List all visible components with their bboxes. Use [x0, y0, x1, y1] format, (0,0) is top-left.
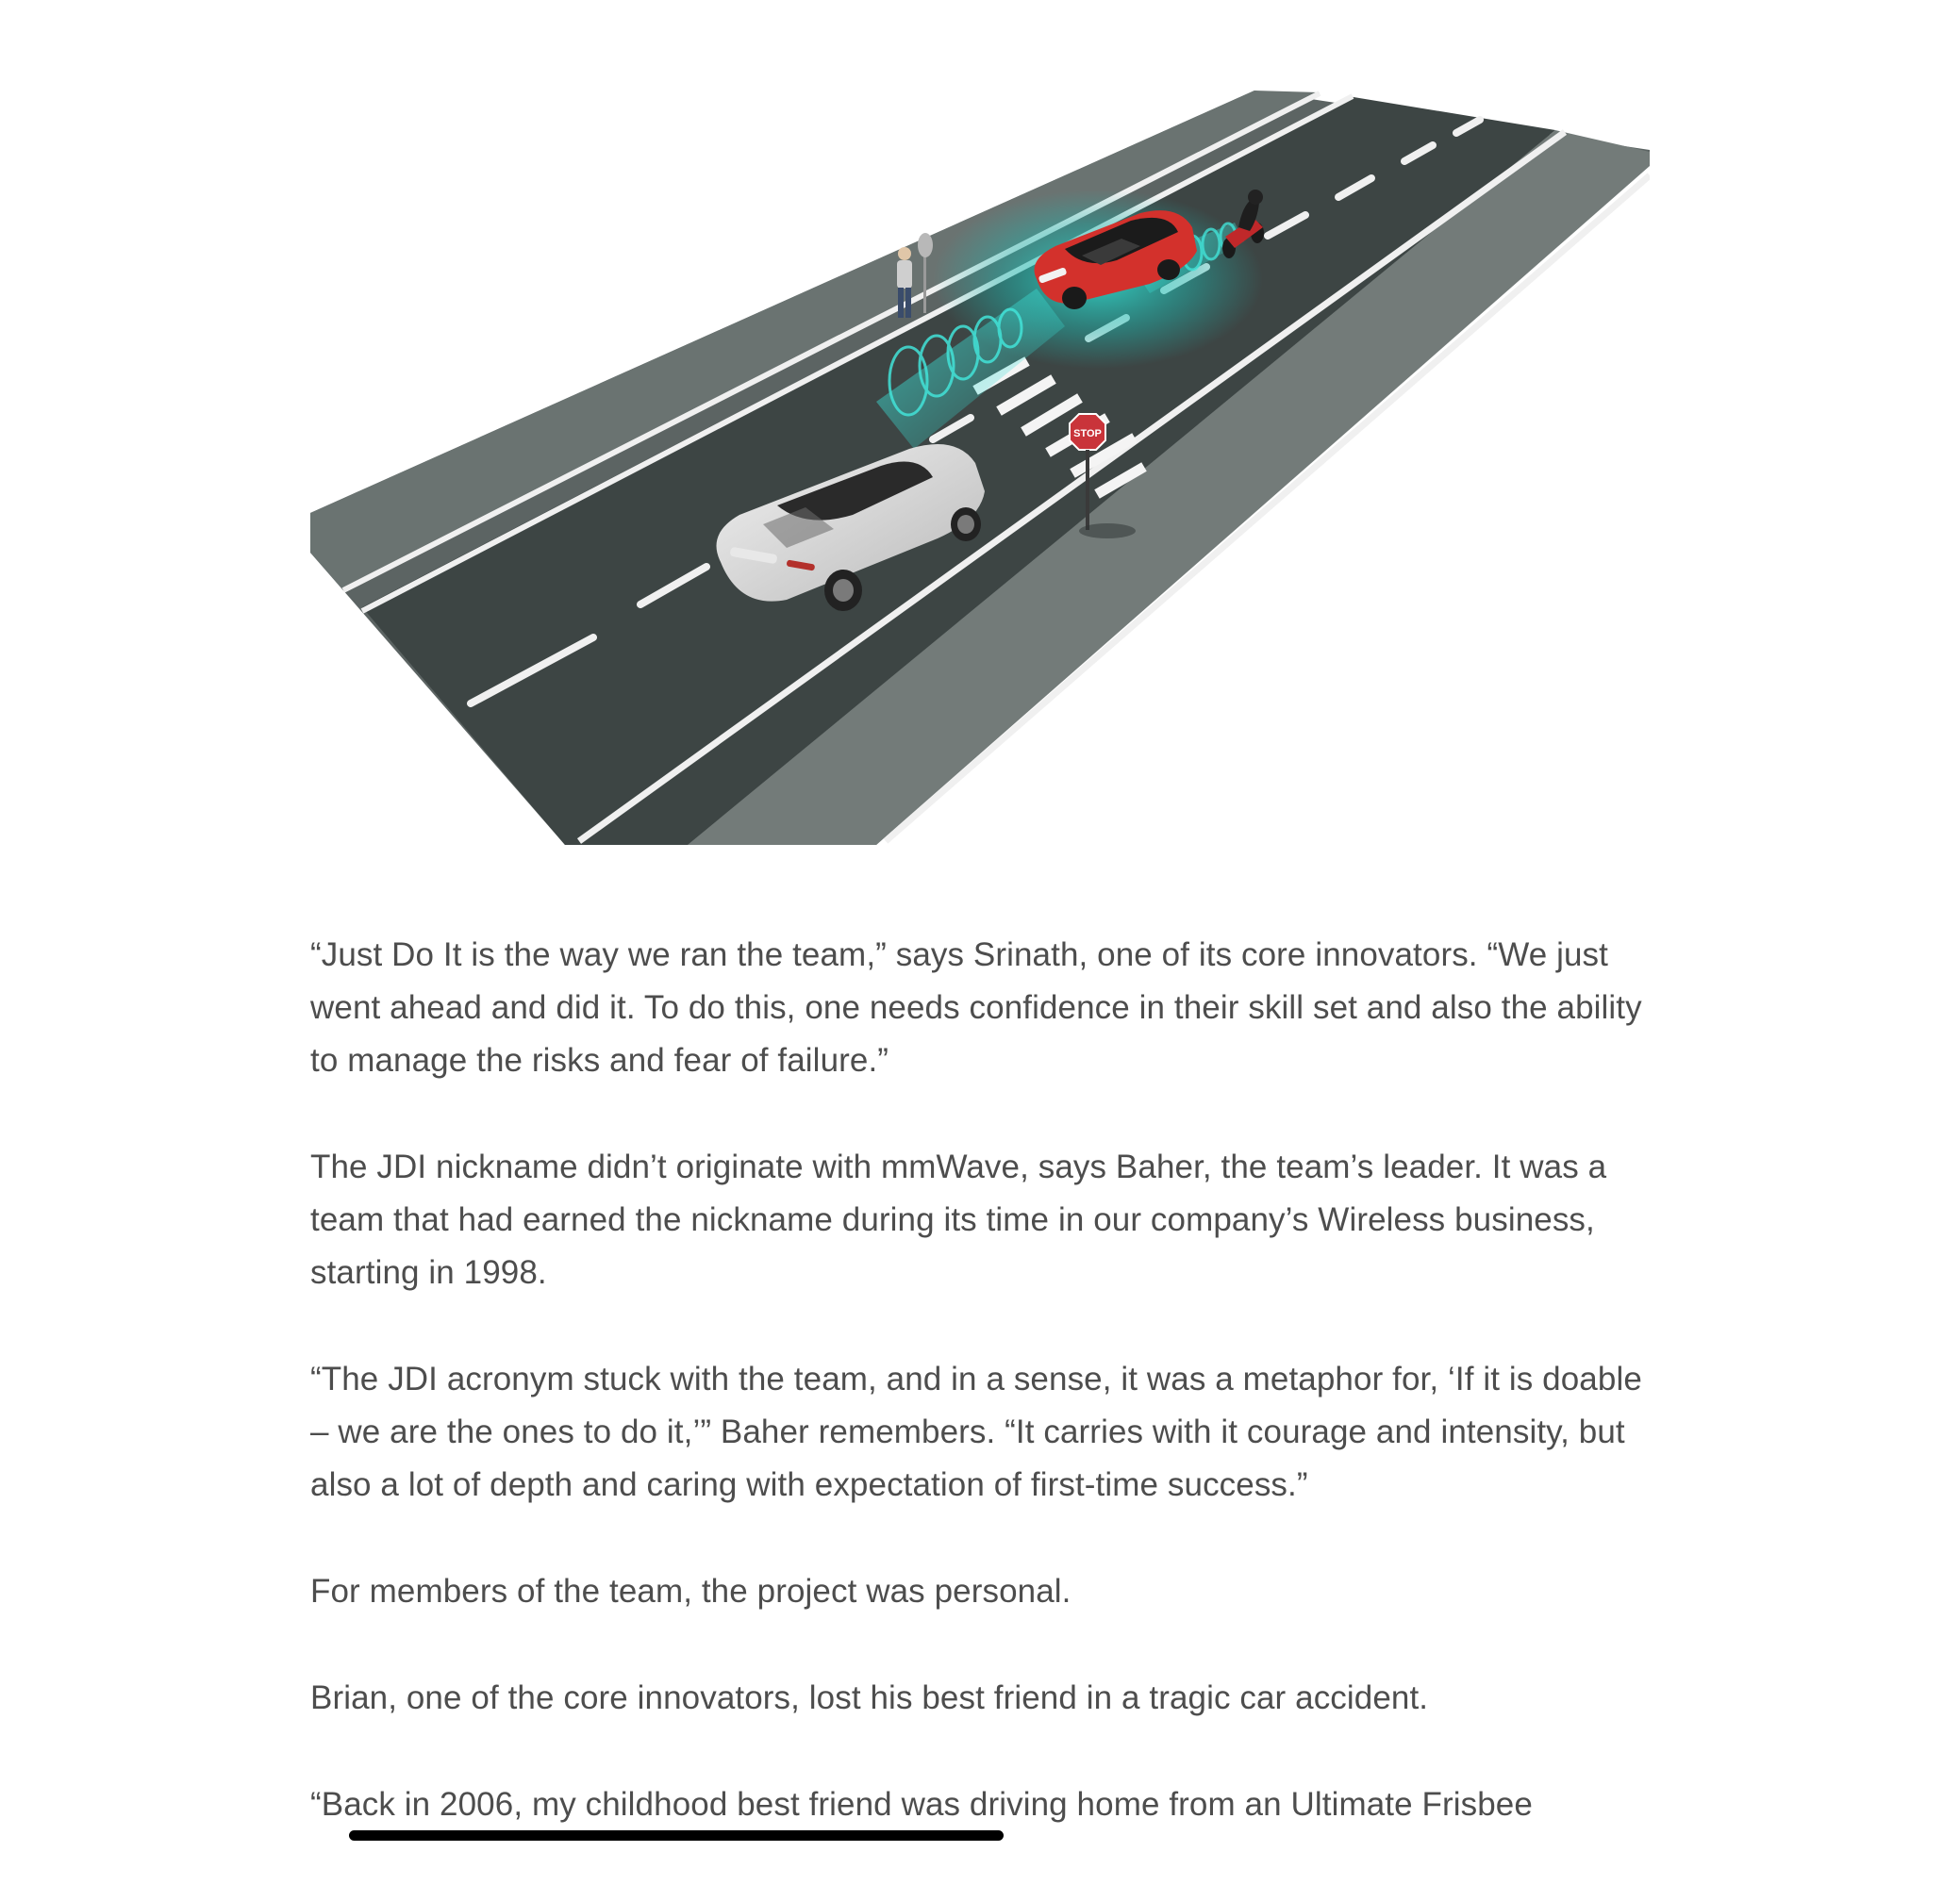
stop-sign-label: STOP — [1073, 428, 1102, 439]
paragraph: For members of the team, the project was personal. — [310, 1573, 1071, 1610]
paragraph: “Back in 2006, my childhood best friend was driving home from an Ultimate Frisbee — [310, 1786, 1533, 1823]
hero-illustration — [310, 91, 1650, 845]
home-indicator-bar[interactable] — [349, 1830, 1004, 1841]
paragraph: “Just Do It is the way we ran the team,” says Srinath, one of its core innovators. “We just went ahead and did it. To do this, one needs confidence in their skill set and also the ability to manage the risks and fear of failure.” — [310, 936, 1642, 1079]
article-hero — [310, 91, 1650, 845]
paragraph: “The JDI acronym stuck with the team, and in a sense, it was a metaphor for, ‘If it is doable – we are the ones to do it,’” Baher remembers. “It carries with it courage and intensity, but also a lot of depth and caring with expectation of first-time success.” — [310, 1361, 1642, 1503]
article-body — [310, 929, 1659, 1885]
paragraph: The JDI nickname didn’t originate with mmWave, says Baher, the team’s leader. It was a team that had earned the nickname during its time in our company’s Wireless business, starting in 1998. — [310, 1149, 1607, 1291]
paragraph: Brian, one of the core innovators, lost his best friend in a tragic car accident. — [310, 1679, 1429, 1716]
